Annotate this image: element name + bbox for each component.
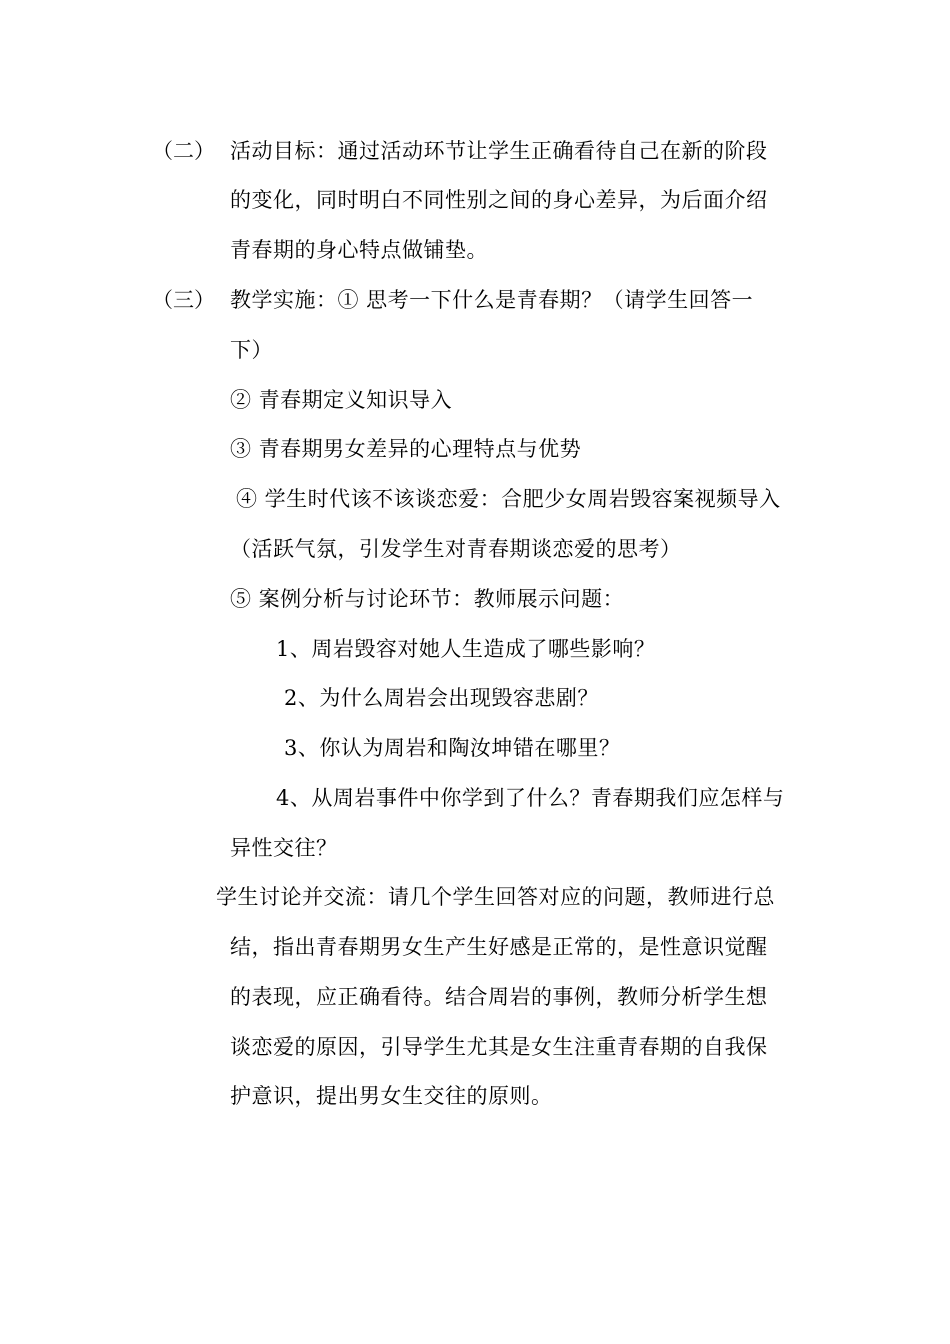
discussion-line: 护意识，提出男女生交往的原则。 xyxy=(230,1084,553,1108)
step-line: ⑤ 案例分析与讨论环节：教师展示问题： xyxy=(230,587,625,611)
question-line: 3、你认为周岩和陶汝坤错在哪里？ xyxy=(284,736,621,760)
paragraph-line: 青春期的身心特点做铺垫。 xyxy=(230,238,488,262)
paragraph-line: 下） xyxy=(230,338,273,362)
question-line: 4、从周岩事件中你学到了什么？青春期我们应怎样与 xyxy=(276,786,785,810)
step-line: （活跃气氛，引发学生对青春期谈恋爱的思考） xyxy=(230,537,682,561)
question-line: 2、为什么周岩会出现毁容悲剧？ xyxy=(284,686,599,710)
discussion-line: 结，指出青春期男女生产生好感是正常的，是性意识觉醒 xyxy=(230,935,768,959)
step-line: ④ 学生时代该不该谈恋爱：合肥少女周岩毁容案视频导入 xyxy=(236,487,781,511)
question-line: 1、周岩毁容对她人生造成了哪些影响？ xyxy=(276,637,656,661)
paragraph-line: 教学实施：① 思考一下什么是青春期？（请学生回答一 xyxy=(230,288,754,312)
step-line: ③ 青春期男女差异的心理特点与优势 xyxy=(230,437,582,461)
discussion-line: 谈恋爱的原因，引导学生尤其是女生注重青春期的自我保 xyxy=(230,1035,768,1059)
paragraph-line: 的变化，同时明白不同性别之间的身心差异，为后面介绍 xyxy=(230,188,768,212)
discussion-line: 学生讨论并交流：请几个学生回答对应的问题，教师进行总 xyxy=(216,885,775,909)
section-marker-2: （二） xyxy=(152,139,215,163)
step-line: ② 青春期定义知识导入 xyxy=(230,388,453,412)
paragraph-line: 活动目标：通过活动环节让学生正确看待自己在新的阶段 xyxy=(230,139,768,163)
question-line: 异性交往？ xyxy=(230,836,338,860)
discussion-line: 的表现，应正确看待。结合周岩的事例，教师分析学生想 xyxy=(230,985,768,1009)
section-marker-3: （三） xyxy=(152,288,215,312)
